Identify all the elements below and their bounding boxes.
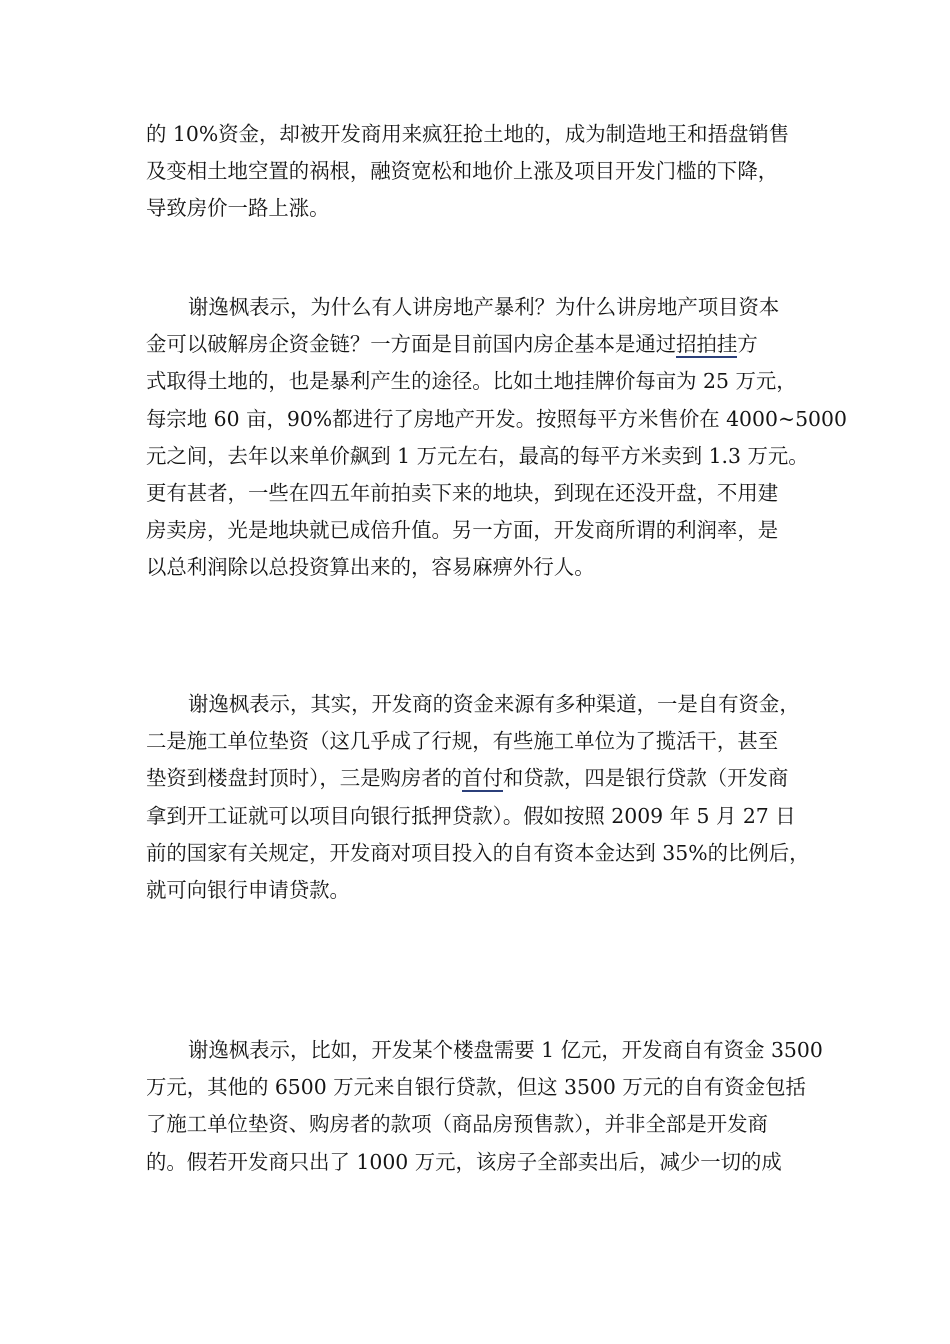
text-line — [146, 760, 811, 797]
paragraph-2 — [146, 289, 847, 587]
text-line: 更有甚者，一些在四五年前拍卖下来的地块，到现在还没开盘，不用建 — [146, 480, 779, 505]
paragraph-1 — [146, 116, 811, 228]
text-segment: 和贷款，四是银行贷款（开发商 — [502, 766, 789, 791]
text-line: 式取得土地的，也是暴利产生的途径。比如土地挂牌价每亩为 25 万元， — [146, 369, 797, 394]
text-segment: 方 — [737, 332, 758, 357]
text-line: 的 10%资金，却被开发商用来疯狂抢土地的，成为制造地王和捂盘销售 — [146, 122, 790, 146]
text-line: 及变相土地空置的祸根，融资宽松和地价上涨及项目开发门槛的下降， — [146, 159, 779, 184]
text-line — [146, 1032, 823, 1069]
text-line: 了施工单位垫资、购房者的款项（商品房预售款），并非全部是开发商 — [146, 1112, 768, 1137]
text-line — [146, 686, 811, 723]
hyperlink-zhaopaigua[interactable]: 招拍挂 — [676, 332, 738, 357]
hyperlink-shoufu[interactable]: 首付 — [462, 766, 503, 791]
text-line — [146, 326, 811, 363]
text-line-content: 谢逸枫表示，为什么有人讲房地产暴利？为什么讲房地产项目资本 — [188, 295, 780, 319]
text-line: 以总利润除以总投资算出来的，容易麻痹外行人。 — [146, 555, 595, 580]
text-line-content: 谢逸枫表示，其实，开发商的资金来源有多种渠道，一是自有资金， — [188, 692, 800, 716]
text-line — [146, 289, 811, 326]
text-line: 就可向银行申请贷款。 — [146, 877, 350, 902]
text-line: 房卖房，光是地块就已成倍升值。另一方面，开发商所谓的利润率，是 — [146, 518, 779, 543]
text-segment: 垫资到楼盘封顶时），三是购房者的 — [146, 766, 463, 791]
paragraph-4 — [146, 1032, 823, 1181]
text-line: 的。假若开发商只出了 1000 万元，该房子全部卖出后，减少一切的成 — [146, 1149, 782, 1174]
text-segment: 金可以破解房企资金链？一方面是目前国内房企基本是通过 — [146, 332, 677, 357]
text-line: 万元，其他的 6500 万元来自银行贷款，但这 3500 万元的自有资金包括 — [146, 1075, 806, 1100]
text-line: 导致房价一路上涨。 — [146, 196, 330, 221]
text-line: 拿到开工证就可以项目向银行抵押贷款）。假如按照 2009 年 5 月 27 日 — [146, 803, 796, 828]
text-line: 前的国家有关规定，开发商对项目投入的自有资本金达到 35%的比例后， — [146, 840, 810, 865]
text-line: 每宗地 60 亩，90%都进行了房地产开发。按照每平方米售价在 4000~5000 — [146, 406, 847, 431]
text-line: 元之间，去年以来单价飙到 1 万元左右，最高的每平方米卖到 1.3 万元。 — [146, 443, 809, 468]
paragraph-3 — [146, 686, 811, 909]
text-line: 二是施工单位垫资（这几乎成了行规，有些施工单位为了揽活干，甚至 — [146, 729, 779, 754]
text-line-content: 谢逸枫表示，比如，开发某个楼盘需要 1 亿元，开发商自有资金 3500 — [188, 1038, 823, 1062]
